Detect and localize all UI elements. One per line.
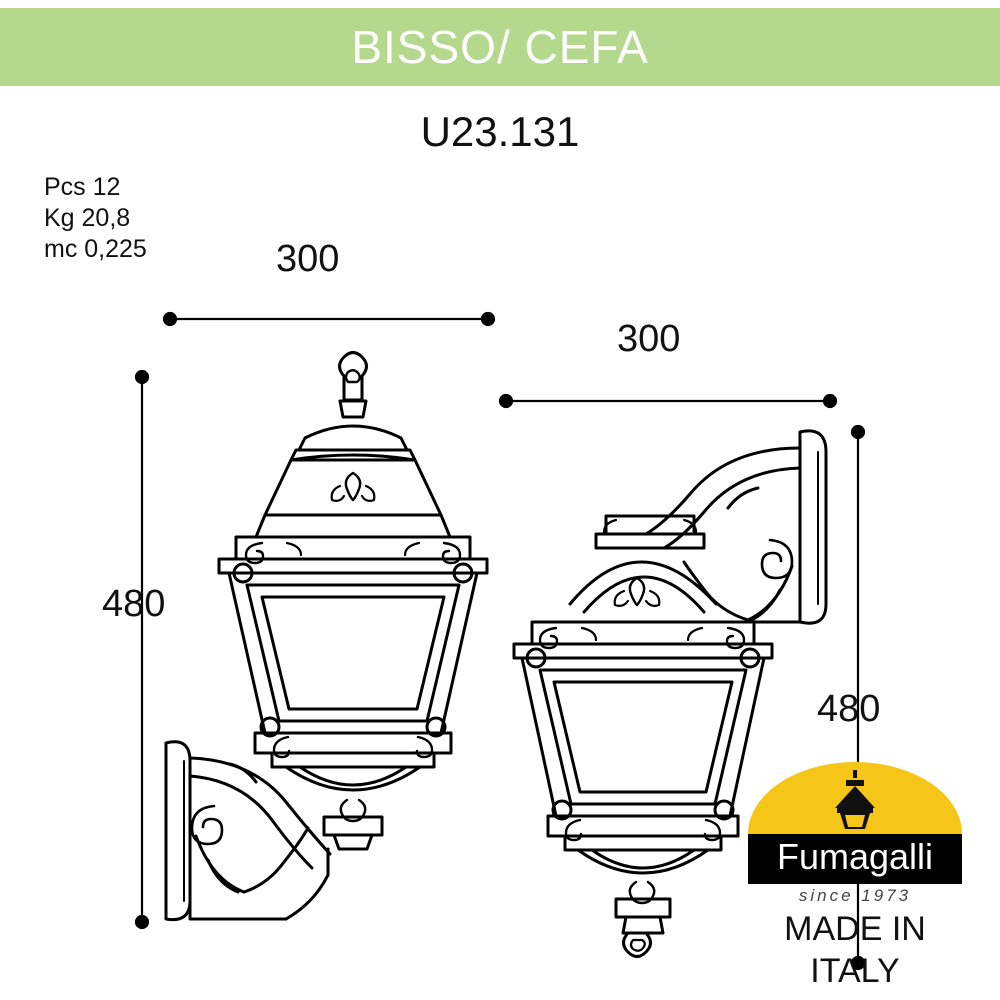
page-title: BISSO/ CEFA: [351, 21, 649, 73]
logo-made-in-line1: MADE IN: [784, 910, 926, 948]
spec-kg: Kg 20,8: [44, 204, 131, 232]
dimension-label-right-height: 480: [817, 688, 881, 730]
dimension-label-left-height: 480: [102, 583, 166, 625]
lantern-drawing-left: [166, 353, 487, 920]
dimension-label-left-width: 300: [276, 238, 340, 280]
product-code: U23.131: [420, 108, 580, 155]
spec-pcs: Pcs 12: [44, 173, 121, 201]
logo-brand-name: Fumagalli: [748, 834, 962, 884]
lantern-icon: [824, 768, 886, 832]
logo-made-in-line2: ITALY: [810, 952, 900, 990]
logo-since: since 1973: [798, 886, 912, 905]
dimension-label-right-width: 300: [617, 318, 681, 360]
logo-arc-area: [748, 762, 962, 834]
spec-mc: mc 0,225: [44, 235, 147, 263]
fumagalli-logo: [748, 762, 962, 990]
